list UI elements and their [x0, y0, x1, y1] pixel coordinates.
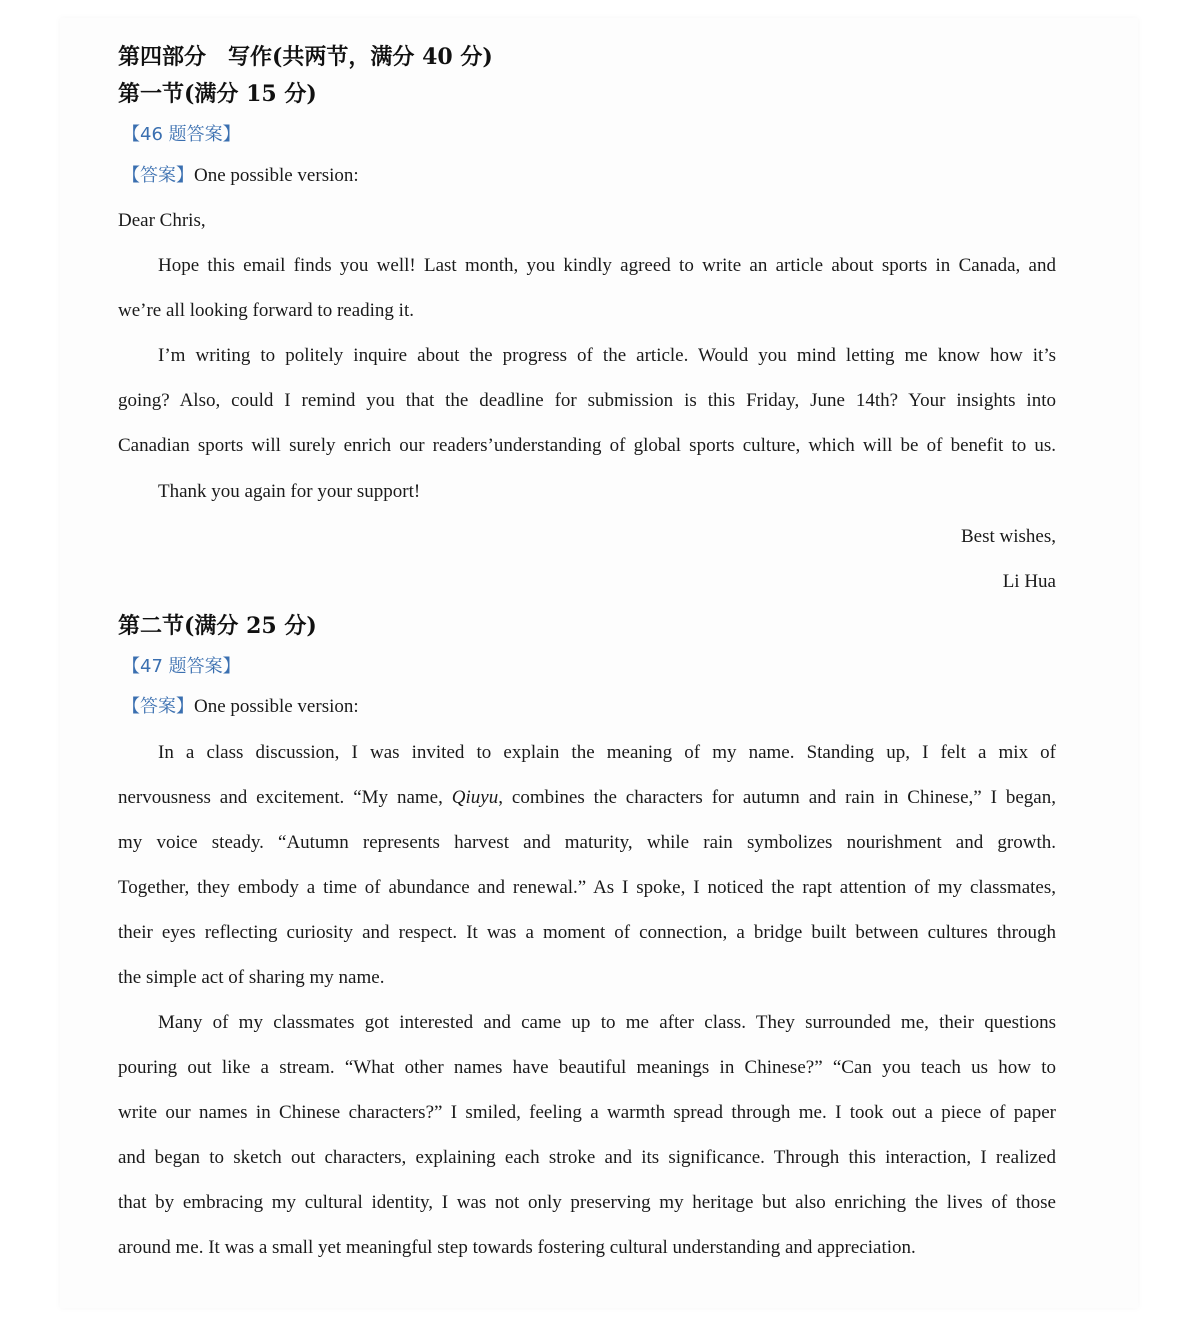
section1-answer-tag: 【答案】 [122, 165, 194, 186]
essay-text: , combines the characters for autumn and rain in Chinese,” I began, [498, 787, 1056, 808]
section1-answer-intro: One possible version: [194, 165, 359, 186]
letter-line: Canadian sports will surely enrich our readers’understanding of global sports culture, which will be of benefit to us. [118, 435, 1056, 456]
essay-line: pouring out like a stream. “What other names have beautiful meanings in Chinese?” “Can you teach us how to [118, 1057, 1056, 1078]
essay-line: Many of my classmates got interested and came up to me after class. They surrounded me, their questions [158, 1012, 1056, 1033]
essay-line: the simple act of sharing my name. [118, 967, 385, 988]
essay-line: In a class discussion, I was invited to explain the meaning of my name. Standing up, I felt a mix of [158, 742, 1056, 763]
essay-line: that by embracing my cultural identity, I was not only preserving my heritage but also enriching the lives of those [118, 1192, 1056, 1213]
section2-answer-line [122, 697, 359, 716]
letter-closing: Best wishes, [961, 526, 1056, 547]
section1-question-tag: 【46 题答案】 [122, 124, 241, 145]
essay-name-italic: Qiuyu [451, 787, 499, 808]
letter-line: I’m writing to politely inquire about the progress of the article. Would you mind letting me know how it’s [158, 345, 1056, 366]
essay-line [118, 788, 1056, 807]
letter-line: Hope this email finds you well! Last month, you kindly agreed to write an article about sports in Canada, and [158, 255, 1056, 276]
letter-line: going? Also, could I remind you that the deadline for submission is this Friday, June 14th? Your insights into [118, 390, 1056, 411]
essay-line: around me. It was a small yet meaningful step towards fostering cultural understanding and appreciation. [118, 1237, 916, 1258]
section2-heading: 第二节(满分 25 分) [118, 613, 317, 639]
section1-answer-line [122, 166, 359, 185]
essay-line: my voice steady. “Autumn represents harvest and maturity, while rain symbolizes nourishment and growth. [118, 832, 1056, 853]
letter-line: Thank you again for your support! [158, 481, 421, 502]
essay-line: and began to sketch out characters, explaining each stroke and its significance. Through this interaction, I realized [118, 1147, 1056, 1168]
section2-question-tag: 【47 题答案】 [122, 656, 241, 677]
essay-line: Together, they embody a time of abundance and renewal.” As I spoke, I noticed the rapt attention of my classmates, [118, 877, 1056, 898]
salutation: Dear Chris, [118, 210, 206, 231]
letter-signature: Li Hua [1002, 571, 1056, 592]
essay-line: their eyes reflecting curiosity and respect. It was a moment of connection, a bridge built between cultures through [118, 922, 1056, 943]
section1-heading: 第一节(满分 15 分) [118, 81, 317, 107]
essay-text: nervousness and excitement. “My name, [118, 787, 452, 808]
part-heading: 第四部分 写作(共两节，满分 40 分) [118, 44, 493, 70]
section2-answer-tag: 【答案】 [122, 696, 194, 717]
section2-answer-intro: One possible version: [194, 696, 359, 717]
letter-line: we’re all looking forward to reading it. [118, 300, 414, 321]
essay-line: write our names in Chinese characters?” I smiled, feeling a warmth spread through me. I took out a piece of paper [118, 1102, 1056, 1123]
